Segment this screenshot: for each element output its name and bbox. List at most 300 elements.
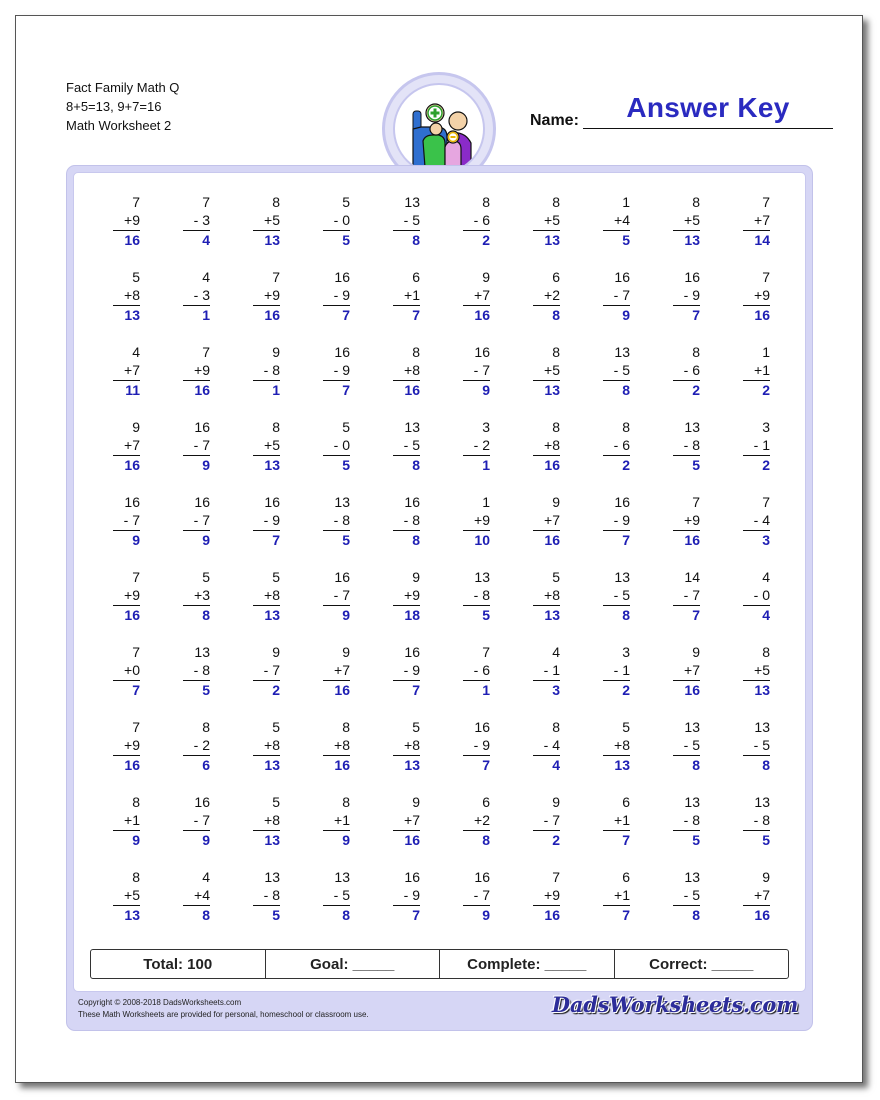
problem-divider [253, 455, 280, 456]
problem-divider [673, 455, 700, 456]
problem-5-7 [520, 494, 560, 556]
problem-operand: - 6 [473, 211, 490, 228]
problem-operand: +8 [404, 736, 420, 753]
problem-divider [113, 305, 140, 306]
problem-divider [183, 530, 210, 531]
problem-top-number: 13 [334, 494, 350, 510]
problem-operand: - 4 [753, 511, 770, 528]
problem-top-number: 13 [684, 719, 700, 735]
problem-answer: 9 [132, 532, 140, 548]
problem-operand: +8 [264, 811, 280, 828]
problem-answer: 16 [264, 307, 280, 323]
problem-2-10 [730, 269, 770, 331]
problem-operand: - 8 [263, 361, 280, 378]
problems-panel [73, 172, 806, 992]
problem-divider [673, 680, 700, 681]
problem-top-number: 9 [692, 644, 700, 660]
problem-operand: - 7 [473, 886, 490, 903]
problem-divider [673, 830, 700, 831]
problem-divider [113, 830, 140, 831]
problem-divider [463, 830, 490, 831]
problem-operand: - 7 [193, 436, 210, 453]
problem-operand: +8 [264, 736, 280, 753]
answer-key-text: Answer Key [626, 92, 790, 123]
problem-top-number: 9 [342, 644, 350, 660]
problem-7-9 [660, 644, 700, 706]
problem-divider [603, 305, 630, 306]
problem-answer: 7 [412, 682, 420, 698]
problem-8-3 [240, 719, 280, 781]
problem-top-number: 9 [762, 869, 770, 885]
problem-answer: 16 [544, 457, 560, 473]
problem-3-4 [310, 344, 350, 406]
problem-answer: 9 [202, 532, 210, 548]
problem-top-number: 7 [762, 194, 770, 210]
problem-answer: 8 [412, 232, 420, 248]
problem-top-number: 5 [342, 194, 350, 210]
problem-top-number: 16 [404, 869, 420, 885]
problem-divider [463, 230, 490, 231]
problem-divider [463, 455, 490, 456]
problem-divider [673, 305, 700, 306]
problem-1-8 [590, 194, 630, 256]
worksheet-title-line-2: 8+5=13, 9+7=16 [66, 99, 162, 114]
problem-2-1 [100, 269, 140, 331]
problem-answer: 5 [342, 232, 350, 248]
problem-divider [323, 305, 350, 306]
problem-divider [603, 605, 630, 606]
problem-answer: 8 [622, 607, 630, 623]
problem-answer: 16 [194, 382, 210, 398]
problem-operand: - 7 [543, 811, 560, 828]
problem-divider [323, 755, 350, 756]
problem-divider [603, 830, 630, 831]
problem-7-7 [520, 644, 560, 706]
problem-divider [183, 680, 210, 681]
problem-10-5 [380, 869, 420, 931]
problem-operand: - 3 [193, 286, 210, 303]
problem-divider [253, 380, 280, 381]
problem-5-2 [170, 494, 210, 556]
problem-top-number: 6 [482, 794, 490, 810]
problem-operand: - 8 [683, 811, 700, 828]
problem-operand: - 9 [403, 661, 420, 678]
problem-answer: 13 [264, 232, 280, 248]
problem-divider [743, 905, 770, 906]
problem-7-6 [450, 644, 490, 706]
problem-divider [463, 755, 490, 756]
problem-operand: - 1 [613, 661, 630, 678]
problem-operand: - 7 [263, 661, 280, 678]
problem-operand: +8 [334, 736, 350, 753]
problem-operand: +2 [544, 286, 560, 303]
problem-divider [603, 530, 630, 531]
problem-top-number: 8 [132, 869, 140, 885]
problem-operand: - 7 [123, 511, 140, 528]
problem-divider [393, 830, 420, 831]
problem-6-2 [170, 569, 210, 631]
problem-top-number: 8 [552, 719, 560, 735]
problem-answer: 2 [692, 382, 700, 398]
problem-operand: +1 [614, 811, 630, 828]
problem-4-5 [380, 419, 420, 481]
problem-4-2 [170, 419, 210, 481]
problem-top-number: 8 [132, 794, 140, 810]
problem-operand: - 3 [193, 211, 210, 228]
problem-answer: 5 [482, 607, 490, 623]
problem-top-number: 8 [552, 194, 560, 210]
problem-operand: +9 [194, 361, 210, 378]
problem-operand: - 5 [683, 886, 700, 903]
problem-7-2 [170, 644, 210, 706]
problem-2-9 [660, 269, 700, 331]
problem-answer: 6 [202, 757, 210, 773]
problem-answer: 7 [342, 382, 350, 398]
problem-divider [673, 905, 700, 906]
problem-operand: +8 [124, 286, 140, 303]
problem-9-10 [730, 794, 770, 856]
problem-answer: 5 [692, 832, 700, 848]
problem-answer: 7 [412, 307, 420, 323]
problem-operand: - 4 [543, 736, 560, 753]
problem-answer: 8 [342, 907, 350, 923]
problem-divider [533, 830, 560, 831]
problem-9-2 [170, 794, 210, 856]
problem-answer: 1 [202, 307, 210, 323]
problem-answer: 13 [544, 382, 560, 398]
problem-2-2 [170, 269, 210, 331]
problem-9-4 [310, 794, 350, 856]
problem-6-1 [100, 569, 140, 631]
problem-top-number: 7 [132, 194, 140, 210]
problem-operand: - 6 [613, 436, 630, 453]
problem-8-6 [450, 719, 490, 781]
problem-answer: 13 [124, 307, 140, 323]
problem-top-number: 16 [474, 344, 490, 360]
problem-answer: 2 [622, 457, 630, 473]
problem-9-1 [100, 794, 140, 856]
problem-operand: +7 [124, 361, 140, 378]
problem-answer: 13 [264, 757, 280, 773]
problem-top-number: 9 [552, 494, 560, 510]
problem-answer: 16 [404, 382, 420, 398]
problem-operand: - 8 [193, 661, 210, 678]
problem-top-number: 3 [762, 419, 770, 435]
problem-1-3 [240, 194, 280, 256]
problem-4-6 [450, 419, 490, 481]
problem-answer: 5 [692, 457, 700, 473]
problem-answer: 1 [482, 457, 490, 473]
problem-answer: 7 [412, 907, 420, 923]
problem-3-3 [240, 344, 280, 406]
problem-divider [603, 680, 630, 681]
problem-top-number: 5 [412, 719, 420, 735]
problem-3-7 [520, 344, 560, 406]
problem-operand: +5 [124, 886, 140, 903]
problem-operand: +8 [544, 436, 560, 453]
problem-operand: - 5 [613, 361, 630, 378]
problem-divider [323, 455, 350, 456]
problem-operand: +1 [404, 286, 420, 303]
problem-top-number: 8 [482, 194, 490, 210]
copyright-notice [78, 997, 369, 1021]
problem-answer: 13 [264, 607, 280, 623]
problem-top-number: 7 [552, 869, 560, 885]
problem-answer: 9 [482, 382, 490, 398]
problem-top-number: 9 [132, 419, 140, 435]
problem-operand: - 5 [753, 736, 770, 753]
score-bar [90, 949, 789, 979]
problem-operand: +5 [754, 661, 770, 678]
problem-divider [673, 755, 700, 756]
problem-top-number: 7 [202, 194, 210, 210]
problem-answer: 16 [754, 307, 770, 323]
problem-divider [393, 305, 420, 306]
problem-top-number: 16 [614, 269, 630, 285]
problem-9-6 [450, 794, 490, 856]
problem-1-6 [450, 194, 490, 256]
problem-top-number: 16 [194, 419, 210, 435]
problem-operand: - 5 [683, 736, 700, 753]
problem-top-number: 5 [272, 794, 280, 810]
worksheet-title-block [66, 78, 179, 135]
problem-divider [463, 305, 490, 306]
problem-operand: - 2 [473, 436, 490, 453]
problem-top-number: 16 [334, 569, 350, 585]
problem-operand: - 9 [473, 736, 490, 753]
problem-answer: 8 [412, 532, 420, 548]
problem-4-4 [310, 419, 350, 481]
problem-answer: 9 [342, 832, 350, 848]
problem-divider [603, 905, 630, 906]
problem-top-number: 13 [334, 869, 350, 885]
problem-top-number: 13 [614, 344, 630, 360]
problem-divider [113, 605, 140, 606]
problem-divider [113, 530, 140, 531]
problem-3-5 [380, 344, 420, 406]
problem-divider [533, 905, 560, 906]
problem-top-number: 7 [132, 569, 140, 585]
problem-operand: +9 [264, 286, 280, 303]
problem-top-number: 7 [272, 269, 280, 285]
problem-answer: 2 [272, 682, 280, 698]
problem-operand: +5 [544, 361, 560, 378]
problem-top-number: 6 [552, 269, 560, 285]
problem-top-number: 4 [202, 269, 210, 285]
problem-top-number: 5 [132, 269, 140, 285]
problem-top-number: 8 [622, 419, 630, 435]
problem-answer: 16 [544, 907, 560, 923]
problem-top-number: 8 [202, 719, 210, 735]
problem-top-number: 8 [342, 794, 350, 810]
problem-divider [393, 755, 420, 756]
problem-top-number: 7 [692, 494, 700, 510]
problem-4-1 [100, 419, 140, 481]
problem-1-4 [310, 194, 350, 256]
problem-8-7 [520, 719, 560, 781]
problem-9-9 [660, 794, 700, 856]
problem-top-number: 7 [482, 644, 490, 660]
problem-operand: +5 [684, 211, 700, 228]
problem-7-1 [100, 644, 140, 706]
problem-top-number: 9 [482, 269, 490, 285]
problem-operand: - 8 [263, 886, 280, 903]
problem-answer: 5 [272, 907, 280, 923]
problem-6-8 [590, 569, 630, 631]
problem-operand: +1 [334, 811, 350, 828]
problem-top-number: 16 [404, 494, 420, 510]
problem-4-7 [520, 419, 560, 481]
problem-answer: 13 [264, 832, 280, 848]
problem-top-number: 6 [622, 869, 630, 885]
problem-answer: 2 [482, 232, 490, 248]
problem-operand: - 5 [403, 436, 420, 453]
problem-answer: 7 [692, 307, 700, 323]
problem-answer: 4 [202, 232, 210, 248]
problem-5-10 [730, 494, 770, 556]
problem-top-number: 13 [474, 569, 490, 585]
problem-divider [323, 605, 350, 606]
problem-answer: 5 [622, 232, 630, 248]
problem-1-5 [380, 194, 420, 256]
problem-7-10 [730, 644, 770, 706]
problem-top-number: 16 [334, 344, 350, 360]
problem-10-8 [590, 869, 630, 931]
problem-1-9 [660, 194, 700, 256]
problem-operand: - 9 [333, 286, 350, 303]
problem-answer: 5 [342, 457, 350, 473]
problem-divider [113, 230, 140, 231]
problem-answer: 2 [762, 382, 770, 398]
problem-divider [743, 830, 770, 831]
problem-2-8 [590, 269, 630, 331]
problem-answer: 5 [762, 832, 770, 848]
problem-top-number: 4 [132, 344, 140, 360]
problem-top-number: 5 [342, 419, 350, 435]
problem-top-number: 9 [412, 569, 420, 585]
problem-operand: +9 [754, 286, 770, 303]
problem-divider [183, 905, 210, 906]
problem-8-10 [730, 719, 770, 781]
problem-divider [253, 230, 280, 231]
problem-answer: 5 [202, 682, 210, 698]
problem-answer: 13 [544, 607, 560, 623]
problem-divider [603, 455, 630, 456]
problem-operand: - 0 [333, 436, 350, 453]
problem-operand: - 8 [683, 436, 700, 453]
problem-6-4 [310, 569, 350, 631]
copyright-line-1: Copyright © 2008-2018 DadsWorksheets.com [78, 998, 242, 1007]
problem-answer: 8 [552, 307, 560, 323]
problem-5-1 [100, 494, 140, 556]
problem-top-number: 13 [264, 869, 280, 885]
problem-answer: 8 [622, 382, 630, 398]
problem-divider [113, 680, 140, 681]
problem-3-1 [100, 344, 140, 406]
problem-divider [253, 680, 280, 681]
problem-operand: - 6 [683, 361, 700, 378]
problem-5-9 [660, 494, 700, 556]
problem-8-5 [380, 719, 420, 781]
problem-answer: 16 [124, 457, 140, 473]
problem-divider [603, 755, 630, 756]
problem-operand: +8 [264, 586, 280, 603]
problem-divider [323, 680, 350, 681]
problem-divider [393, 455, 420, 456]
problem-answer: 1 [482, 682, 490, 698]
problem-4-9 [660, 419, 700, 481]
problem-divider [743, 455, 770, 456]
problem-10-4 [310, 869, 350, 931]
problem-answer: 2 [552, 832, 560, 848]
problem-divider [393, 605, 420, 606]
problem-top-number: 13 [194, 644, 210, 660]
problem-top-number: 6 [622, 794, 630, 810]
problem-9-3 [240, 794, 280, 856]
problem-answer: 1 [272, 382, 280, 398]
problem-divider [183, 830, 210, 831]
problem-operand: - 9 [683, 286, 700, 303]
problem-divider [393, 230, 420, 231]
problem-4-10 [730, 419, 770, 481]
problem-answer: 13 [404, 757, 420, 773]
problem-answer: 7 [272, 532, 280, 548]
problem-operand: - 5 [613, 586, 630, 603]
problem-operand: - 7 [333, 586, 350, 603]
problem-divider [113, 905, 140, 906]
problem-divider [603, 230, 630, 231]
problem-9-5 [380, 794, 420, 856]
problem-operand: +7 [754, 886, 770, 903]
problem-answer: 9 [132, 832, 140, 848]
problem-answer: 13 [684, 232, 700, 248]
total-cell: Total: 100 [91, 950, 266, 978]
problem-answer: 9 [622, 307, 630, 323]
problem-answer: 16 [474, 307, 490, 323]
problem-3-8 [590, 344, 630, 406]
problem-answer: 7 [132, 682, 140, 698]
problem-10-3 [240, 869, 280, 931]
problem-2-4 [310, 269, 350, 331]
problem-top-number: 4 [762, 569, 770, 585]
problem-divider [113, 755, 140, 756]
problem-answer: 13 [754, 682, 770, 698]
problem-operand: +1 [124, 811, 140, 828]
problem-6-5 [380, 569, 420, 631]
problem-operand: +3 [194, 586, 210, 603]
problem-operand: +7 [474, 286, 490, 303]
problem-5-3 [240, 494, 280, 556]
brand-logo: DadsWorksheets.com [551, 992, 798, 1017]
problem-divider [743, 230, 770, 231]
problem-operand: +9 [404, 586, 420, 603]
problem-operand: +4 [614, 211, 630, 228]
problem-top-number: 13 [684, 419, 700, 435]
problem-operand: - 9 [333, 361, 350, 378]
problem-divider [323, 530, 350, 531]
problem-operand: - 9 [613, 511, 630, 528]
problem-4-8 [590, 419, 630, 481]
problem-2-6 [450, 269, 490, 331]
problem-divider [253, 755, 280, 756]
problem-1-7 [520, 194, 560, 256]
problem-divider [533, 380, 560, 381]
problem-2-7 [520, 269, 560, 331]
problem-divider [743, 305, 770, 306]
problem-operand: +7 [124, 436, 140, 453]
problem-operand: - 7 [613, 286, 630, 303]
problem-answer: 4 [552, 757, 560, 773]
